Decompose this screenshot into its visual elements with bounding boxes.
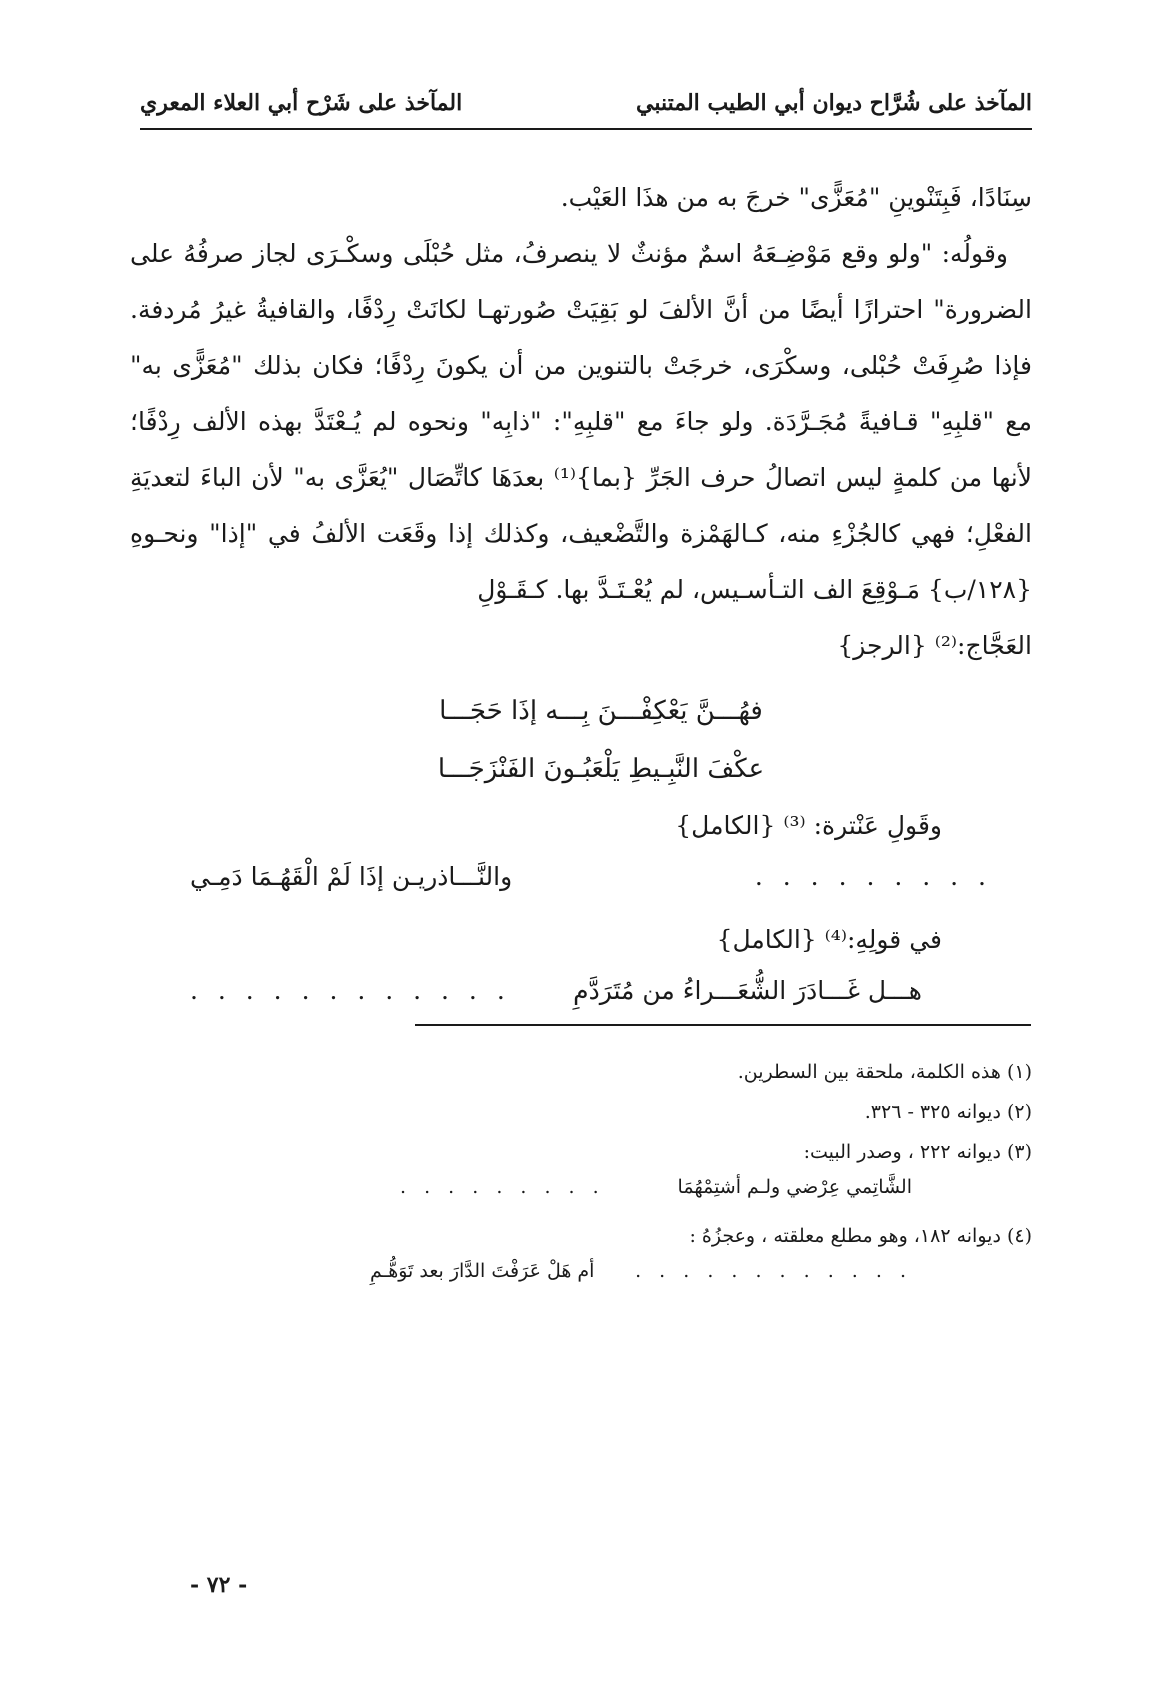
verse-muallaqa <box>130 968 1032 1026</box>
paragraph-ajjaj-intro: العَجَّاج:⁽²⁾ {الرجز} <box>837 631 1032 660</box>
footnote-3-ellipsis: . . . . . . . . . <box>400 1176 605 1198</box>
verse-ajjaj-line-1: فهُـــنَّ يَعْكِفْـــنَ بِـــه إذَا حَجَـــا <box>439 696 763 726</box>
paragraph-opening: سِنَادًا، فَبِتَنْوينِ "مُعَزًّى" خرجَ به من هذَا العَيْب. <box>560 183 1032 212</box>
footnote-3-verse <box>130 1172 1032 1216</box>
verse-muallaqa-hemistich: هـــل غَـــادَرَ الشُّعَـــراءُ من مُتَرَدَّمِ <box>573 976 922 1005</box>
verse-muallaqa-ellipsis: . . . . . . . . . . . . <box>190 976 511 1005</box>
footnote-3: (٣) ديوانه ٢٢٢ ، وصدر البيت: <box>803 1141 1032 1163</box>
footnote-2: (٢) ديوانه ٣٢٥ - ٣٢٦. <box>864 1101 1032 1123</box>
antara-intro: وقَولِ عَنْترة: ⁽³⁾ {الكامل} <box>675 811 942 840</box>
footnote-4-verse <box>130 1256 1032 1300</box>
footnotes <box>130 1052 1032 1300</box>
paragraph-commentary: وقولُه: "ولو وقع مَوْضِـعَهُ اسمٌ مؤنثٌ لا ينصرفُ، مثل حُبْلَى وسكْـرَى لجاز صرفُهُ على الضرورة" احترازًا أيضًا من أنَّ الألفَ لو بَقِيَتْ صُورتهـا لكانَتْ رِدْفًا، والقافيةُ غيرُ مُردفة. فإذا صُرِفَتْ حُبْلى، وسكْرَى، خرجَتْ بالتنوين من أن يكونَ رِدْفًا؛ فكان بذلك "مُعَزًّى به" مع "قلبِهِ" قـافيةً مُجَـرَّدَة. ولو جاءَ مع "قلبِهِ": "ذابِه" ونحوه لم يُـعْتَدَّ بهذه الألف رِدْفًا؛ لأنها من كلمةٍ ليس اتصالُ حرف الجَرِّ {بما}⁽¹⁾ بعدَهَا كاتِّصَال "يُعَزَّى به" لأن الباءَ لتعديَةِ الفعْلِ؛ فهي كالجُزْءِ منه، كـالهَمْزة والتَّضْعيف، وكذلك إذا وقَعَت الألفُ في "إذا" ونحـوهِ {١٢٨/ب} مَـوْقِعَ الف التـأسـيس، لم يُعْـتَـدَّ بها. كـقَـوْلِ <box>130 239 1033 604</box>
running-header <box>140 80 1032 130</box>
footnote-4-hemistich: أم هَلْ عَرَفْتَ الدَّارَ بعد تَوَهُّـمِ <box>370 1260 595 1282</box>
footnote-4: (٤) ديوانه ١٨٢، وهو مطلع معلقته ، وعجزُهُ : <box>689 1225 1032 1247</box>
header-book-title: المآخذ على شُرَّاح ديوان أبي الطيب المتنبي <box>636 90 1032 116</box>
verse-antara <box>130 854 1032 912</box>
footnote-3-hemistich: الشَّاتِمي عِرْضي ولـم أشتِمْهُمَا <box>677 1176 912 1198</box>
footnote-1: (١) هذه الكلمة، ملحقة بين السطرين. <box>737 1061 1032 1083</box>
verse-antara-hemistich: والنَّـــاذريـن إذَا لَمْ الْقَهُـمَا دَمِـي <box>190 862 513 891</box>
qawlihi-intro: في قولِهِ:⁽⁴⁾ {الكامل} <box>716 925 942 954</box>
verse-antara-ellipsis: . . . . . . . . . <box>754 862 992 891</box>
header-chapter-title: المآخذ على شَرْح أبي العلاء المعري <box>140 90 463 116</box>
main-text <box>130 170 1032 1026</box>
page-number: - ٧٢ - <box>190 1572 248 1598</box>
footnote-4-ellipsis: . . . . . . . . . . . . <box>635 1260 912 1282</box>
verse-ajjaj-line-2: عكْفَ النَّبِـيطِ يَلْعَبُـونَ الفَنْزَجَـــا <box>437 754 765 784</box>
footnote-separator <box>415 1024 1031 1026</box>
header-rule <box>140 128 1032 130</box>
